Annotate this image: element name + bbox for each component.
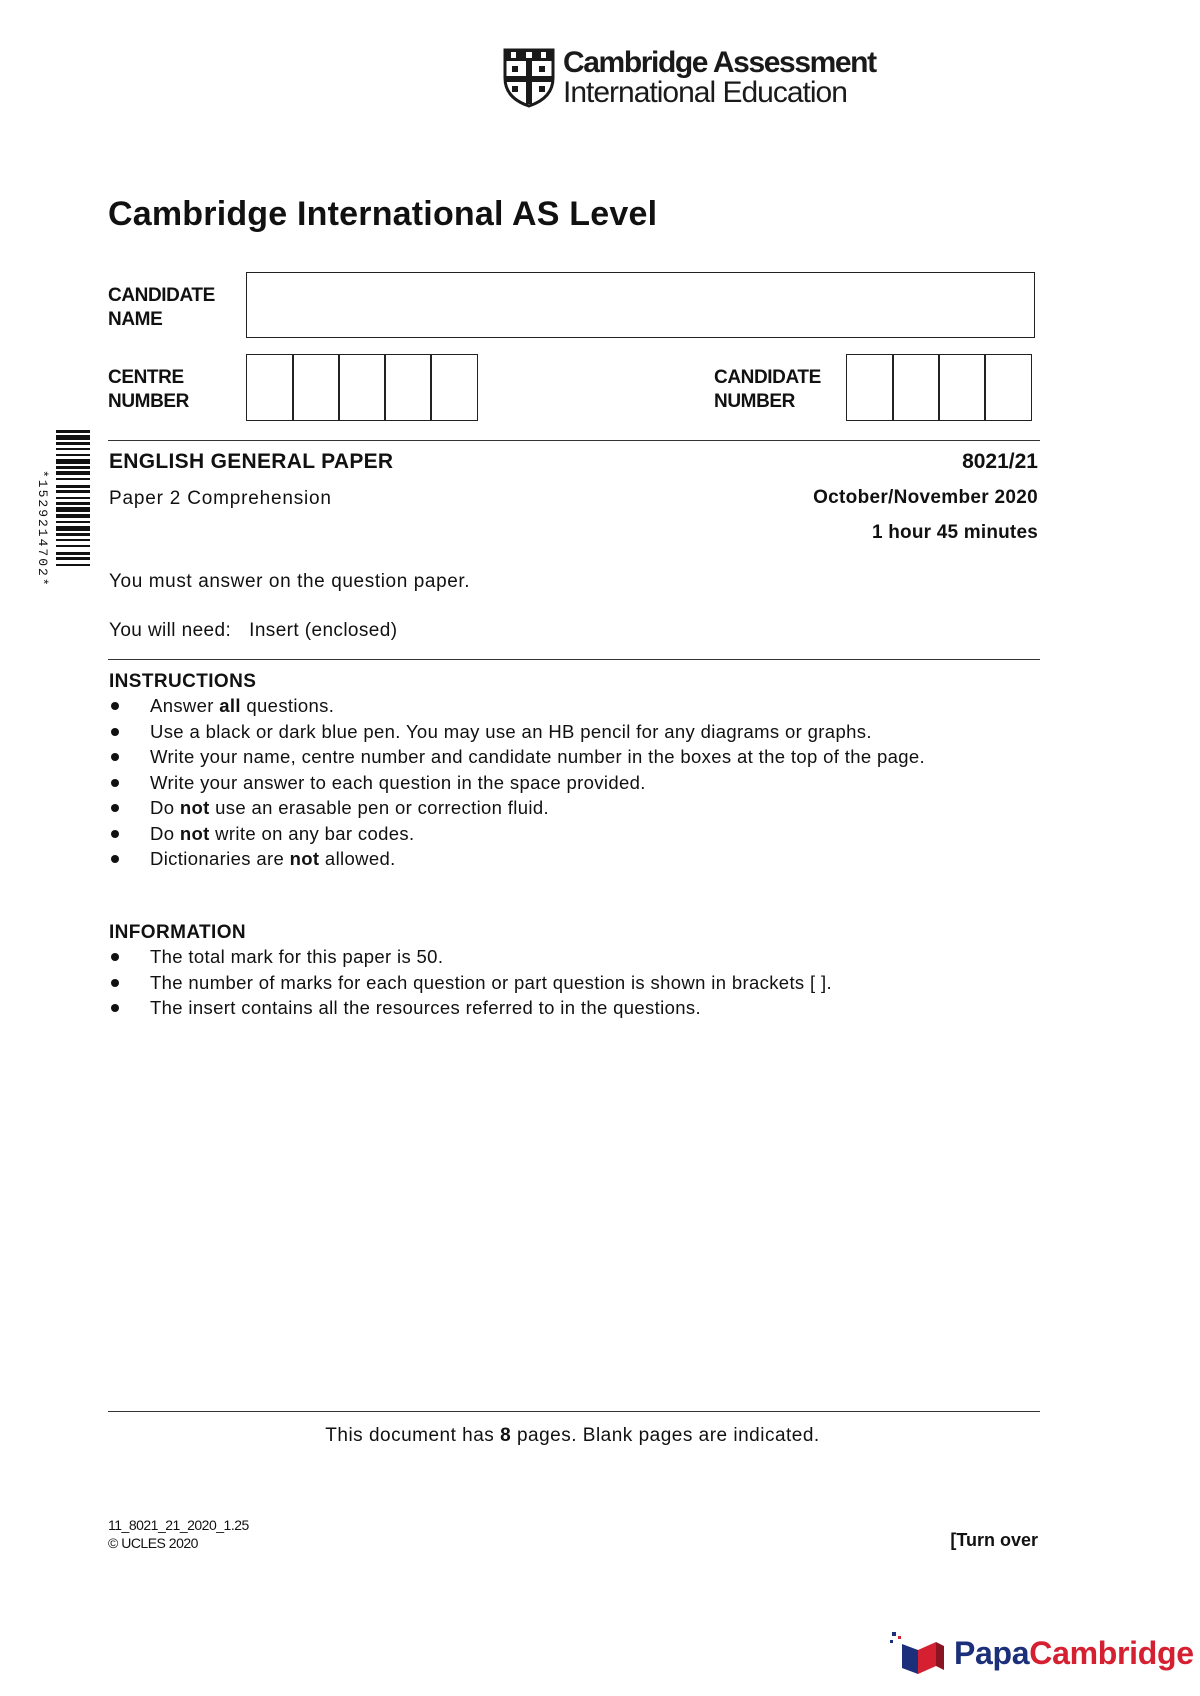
instruction-text: Write your answer to each question in the space provided.: [150, 771, 646, 793]
barcode: [56, 430, 90, 652]
instruction-text-tail: use an erasable pen or correction fluid.: [209, 797, 549, 818]
information-text: The insert contains all the resources referred to in the questions.: [150, 997, 701, 1018]
barcode-bar: [56, 478, 90, 480]
instruction-text-tail: write on any bar codes.: [209, 822, 415, 844]
qualification-title: Cambridge International AS Level: [108, 195, 658, 233]
barcode-bar: [56, 459, 90, 464]
footer-codes: [108, 1516, 249, 1552]
barcode-bar: [56, 552, 90, 555]
logo-line-1: Cambridge Assessment: [563, 46, 876, 79]
paper-code: 8021/21: [962, 450, 1038, 473]
candidate-name-label-line1: CANDIDATE: [108, 285, 215, 306]
instruction-item: [109, 770, 1039, 796]
candidate-number-digit-box[interactable]: [846, 354, 894, 421]
barcode-bar: [56, 497, 90, 499]
barcode-number: [34, 470, 54, 620]
candidate-name-label: [108, 284, 215, 332]
candidate-number-label: [714, 366, 821, 414]
watermark-brand-part1: Papa: [954, 1634, 1030, 1671]
barcode-bar: [56, 507, 90, 512]
information-item: [109, 970, 1039, 996]
instructions-heading: INSTRUCTIONS: [109, 671, 257, 692]
instructions-list: [109, 693, 1039, 872]
candidate-number-digit-box[interactable]: [938, 354, 986, 421]
centre-number-digit-box[interactable]: [384, 354, 432, 421]
instruction-item: [109, 846, 1039, 872]
centre-number-digit-box[interactable]: [338, 354, 386, 421]
barcode-bar: [56, 564, 90, 566]
barcode-bar: [56, 526, 90, 531]
materials-needed: [109, 620, 397, 642]
centre-number-digit-box[interactable]: [430, 354, 478, 421]
instruction-text-tail: questions.: [240, 695, 335, 716]
candidate-number-digit-box[interactable]: [892, 354, 940, 421]
barcode-bar: [56, 490, 90, 493]
information-list: [109, 944, 1039, 1021]
centre-number-label-line1: CENTRE: [108, 367, 184, 388]
page-count-post: pages. Blank pages are indicated.: [511, 1425, 820, 1446]
divider-bottom: [108, 1411, 1040, 1412]
information-heading: INFORMATION: [109, 922, 247, 943]
barcode-bar: [56, 521, 90, 523]
need-label: You will need:: [109, 620, 232, 641]
instruction-text: Do: [150, 797, 180, 818]
papacambridge-book-icon: [888, 1630, 950, 1676]
answer-note: You must answer on the question paper.: [109, 571, 471, 592]
instruction-item: [109, 795, 1039, 821]
page-count-pre: This document has: [325, 1425, 501, 1446]
instruction-item: [109, 821, 1039, 847]
instruction-item: [109, 744, 1039, 770]
barcode-bar: [56, 539, 90, 541]
barcode-bar: [56, 545, 90, 547]
exam-session: October/November 2020: [813, 487, 1038, 508]
barcode-bar: [56, 466, 90, 469]
document-code: 11_8021_21_2020_1.25: [108, 1517, 249, 1533]
divider-middle: [108, 659, 1040, 660]
need-value: Insert (enclosed): [249, 620, 398, 641]
turn-over: [Turn over: [950, 1530, 1038, 1550]
candidate-number-boxes: [846, 354, 1032, 421]
instructions-section: [109, 671, 1039, 872]
candidate-name-box[interactable]: [246, 272, 1035, 338]
instruction-emphasis: not: [179, 797, 210, 818]
instruction-text-tail: allowed.: [319, 848, 396, 869]
instruction-text: Do: [150, 822, 180, 844]
candidate-name-label-line2: NAME: [108, 309, 163, 330]
information-text: The total mark for this paper is 50.: [150, 946, 444, 967]
barcode-bar: [56, 454, 90, 456]
cambridge-shield-icon: [503, 48, 555, 108]
instruction-emphasis: not: [289, 848, 320, 869]
divider-top: [108, 440, 1040, 441]
watermark-brand-part2: Cambridge: [1029, 1634, 1194, 1671]
barcode-bar: [56, 448, 90, 450]
page-count-note: [0, 1425, 1145, 1447]
barcode-bar: [56, 533, 90, 536]
instruction-item: [109, 693, 1039, 719]
papacambridge-watermark: [888, 1630, 1194, 1676]
copyright: © UCLES 2020: [108, 1535, 198, 1551]
centre-number-label: [108, 366, 189, 414]
barcode-bar: [56, 485, 90, 488]
exam-duration: 1 hour 45 minutes: [872, 522, 1038, 543]
barcode-bar: [56, 435, 90, 440]
information-item: [109, 944, 1039, 970]
barcode-number-text: *1529214702*: [35, 470, 50, 588]
barcode-bar: [56, 557, 90, 560]
page-count-number: 8: [500, 1425, 512, 1446]
information-item: [109, 995, 1039, 1021]
centre-number-label-line2: NUMBER: [108, 391, 189, 412]
candidate-number-label-line1: CANDIDATE: [714, 367, 821, 388]
information-text: The number of marks for each question or part question is shown in brackets [ ].: [150, 971, 832, 993]
barcode-bar: [56, 502, 90, 505]
cambridge-logo: [503, 48, 876, 108]
barcode-bar: [56, 471, 90, 475]
logo-line-2: International Education: [563, 76, 847, 109]
centre-number-digit-box[interactable]: [246, 354, 294, 421]
centre-number-digit-box[interactable]: [292, 354, 340, 421]
subject-title: ENGLISH GENERAL PAPER: [109, 450, 394, 473]
instruction-text: Answer: [150, 695, 220, 716]
instruction-emphasis: not: [179, 822, 210, 844]
barcode-bar: [56, 514, 90, 518]
instruction-item: [109, 719, 1039, 745]
candidate-number-label-line2: NUMBER: [714, 391, 795, 412]
candidate-number-digit-box[interactable]: [984, 354, 1032, 421]
instruction-emphasis: all: [219, 695, 241, 716]
barcode-bar: [56, 442, 90, 445]
instruction-text: Write your name, centre number and candidate number in the boxes at the top of the page.: [150, 746, 926, 767]
centre-number-boxes: [246, 354, 478, 421]
paper-name: Paper 2 Comprehension: [109, 488, 332, 509]
instruction-text: Dictionaries are: [150, 848, 290, 869]
instruction-text: Use a black or dark blue pen. You may use an HB pencil for any diagrams or graphs.: [150, 720, 872, 742]
barcode-bar: [56, 430, 90, 433]
information-section: [109, 922, 1039, 1021]
